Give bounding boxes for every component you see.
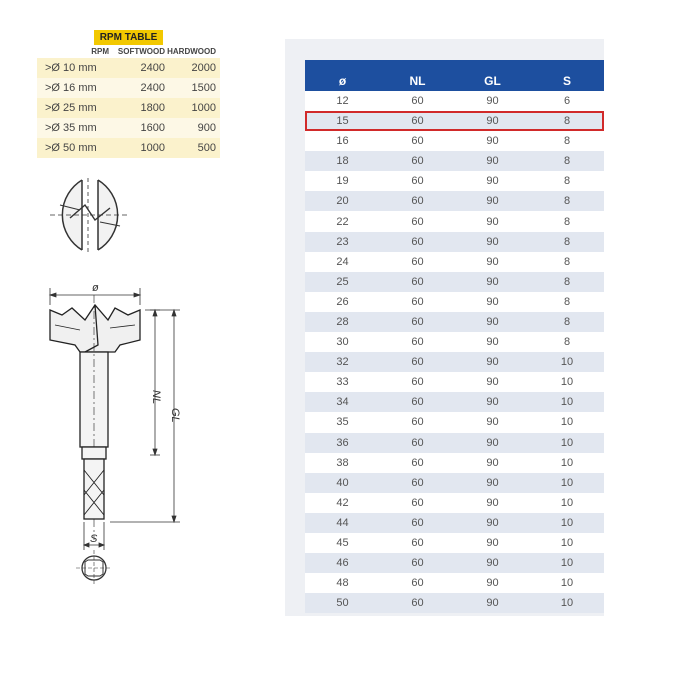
- spec-s-cell: 10: [560, 496, 574, 509]
- bit-top-view: [50, 178, 130, 252]
- spec-diameter-cell: 24: [336, 255, 349, 268]
- spec-gl-cell: 90: [486, 416, 499, 429]
- rpm-hardwood-cell: 1500: [191, 82, 216, 94]
- spec-diameter-cell: 38: [336, 456, 349, 469]
- spec-s-cell: 8: [563, 295, 571, 308]
- rpm-table: [37, 27, 220, 158]
- spec-s-cell: 10: [560, 356, 574, 369]
- spec-nl-cell: 60: [411, 396, 424, 409]
- spec-gl-cell: 90: [486, 255, 499, 268]
- spec-s-cell: 8: [563, 275, 571, 288]
- spec-s-cell: 10: [560, 396, 574, 409]
- spec-gl-cell: 90: [486, 235, 499, 248]
- spec-table-row: [305, 593, 604, 613]
- rpm-size-cell: >Ø 35 mm: [45, 122, 97, 134]
- spec-table-body: [305, 91, 604, 613]
- spec-s-cell: 8: [563, 336, 571, 349]
- spec-nl-cell: 60: [411, 135, 424, 148]
- spec-s-cell: 8: [563, 195, 571, 208]
- rpm-hardwood-cell: 900: [197, 122, 216, 134]
- spec-table-row: [305, 272, 604, 292]
- gl-label: GL: [169, 408, 181, 423]
- spec-table-row: [305, 211, 604, 231]
- spec-table: [305, 60, 604, 613]
- spec-s-cell: 8: [563, 175, 571, 188]
- spec-table-row: [305, 191, 604, 211]
- spec-nl-cell: 60: [411, 115, 424, 128]
- spec-table-row: [305, 573, 604, 593]
- spec-nl-cell: 60: [411, 496, 424, 509]
- spec-header-diameter: ø: [338, 74, 347, 88]
- spec-table-row: [305, 392, 604, 412]
- spec-nl-cell: 60: [411, 295, 424, 308]
- spec-s-cell: 8: [563, 135, 571, 148]
- spec-table-row: [305, 91, 604, 111]
- spec-nl-cell: 60: [411, 537, 424, 550]
- spec-nl-cell: 60: [411, 175, 424, 188]
- rpm-size-cell: >Ø 25 mm: [45, 102, 97, 114]
- spec-table-row: [305, 232, 604, 252]
- spec-nl-cell: 60: [411, 376, 424, 389]
- spec-nl-cell: 60: [411, 476, 424, 489]
- spec-gl-cell: 90: [486, 577, 499, 590]
- spec-diameter-cell: 50: [336, 597, 349, 610]
- spec-nl-cell: 60: [411, 255, 424, 268]
- spec-s-cell: 6: [563, 95, 571, 108]
- spec-nl-cell: 60: [411, 235, 424, 248]
- spec-table-row: [305, 553, 604, 573]
- nl-dimension: [150, 310, 160, 455]
- spec-s-cell: 10: [560, 456, 574, 469]
- spec-s-cell: 10: [560, 436, 574, 449]
- spec-s-cell: 8: [563, 155, 571, 168]
- spec-s-cell: 8: [563, 235, 571, 248]
- spec-nl-cell: 60: [411, 416, 424, 429]
- spec-diameter-cell: 34: [336, 396, 349, 409]
- spec-s-cell: 10: [560, 416, 574, 429]
- diameter-label: ø: [92, 282, 99, 294]
- spec-table-row: [305, 493, 604, 513]
- spec-nl-cell: 60: [411, 215, 424, 228]
- rpm-hardwood-cell: 500: [197, 142, 216, 154]
- spec-nl-cell: 60: [411, 195, 424, 208]
- spec-header-gl: GL: [484, 74, 501, 88]
- spec-gl-cell: 90: [486, 436, 499, 449]
- spec-nl-cell: 60: [411, 597, 424, 610]
- spec-diameter-cell: 15: [336, 115, 349, 128]
- spec-table-row: [305, 312, 604, 332]
- bit-head: [50, 305, 140, 352]
- spec-nl-cell: 60: [411, 336, 424, 349]
- spec-nl-cell: 60: [411, 95, 424, 108]
- spec-table-row: [305, 252, 604, 272]
- spec-table-row: [305, 171, 604, 191]
- rpm-table-row: [37, 138, 220, 158]
- spec-gl-cell: 90: [486, 516, 499, 529]
- spec-table-row: [305, 473, 604, 493]
- rpm-table-row: [37, 78, 220, 98]
- spec-nl-cell: 60: [411, 516, 424, 529]
- rpm-hardwood-cell: 1000: [191, 102, 216, 114]
- spec-gl-cell: 90: [486, 376, 499, 389]
- nl-label: NL: [150, 390, 162, 405]
- spec-s-cell: 10: [560, 516, 574, 529]
- spec-gl-cell: 90: [486, 295, 499, 308]
- rpm-table-row: [37, 98, 220, 118]
- spec-gl-cell: 90: [486, 115, 499, 128]
- rpm-hardwood-cell: 2000: [191, 62, 216, 74]
- spec-gl-cell: 90: [486, 315, 499, 328]
- spec-diameter-cell: 46: [336, 557, 349, 570]
- spec-diameter-cell: 35: [336, 416, 349, 429]
- forstner-bit-drawing: [40, 170, 200, 590]
- rpm-softwood-cell: 1600: [140, 122, 165, 134]
- shank-end-view: [76, 550, 112, 586]
- spec-nl-cell: 60: [411, 356, 424, 369]
- spec-s-cell: 10: [560, 577, 574, 590]
- spec-gl-cell: 90: [486, 95, 499, 108]
- spec-s-cell: 8: [563, 215, 571, 228]
- rpm-size-cell: >Ø 50 mm: [45, 142, 97, 154]
- spec-diameter-cell: 44: [336, 516, 349, 529]
- spec-diameter-cell: 30: [336, 336, 349, 349]
- spec-table-row: [305, 372, 604, 392]
- spec-gl-cell: 90: [486, 275, 499, 288]
- rpm-softwood-cell: 1800: [140, 102, 165, 114]
- spec-diameter-cell: 23: [336, 235, 349, 248]
- spec-s-cell: 8: [563, 255, 571, 268]
- spec-gl-cell: 90: [486, 215, 499, 228]
- spec-s-cell: 10: [560, 597, 574, 610]
- spec-s-cell: 10: [560, 376, 574, 389]
- rpm-header-softwood: SOFTWOOD: [117, 46, 165, 56]
- rpm-header-hardwood: HARDWOOD: [167, 46, 216, 56]
- spec-s-cell: 8: [563, 315, 571, 328]
- rpm-table-title: RPM TABLE: [94, 30, 164, 45]
- spec-gl-cell: 90: [486, 537, 499, 550]
- spec-table-header: [305, 60, 604, 91]
- spec-diameter-cell: 25: [336, 275, 349, 288]
- spec-table-row: [305, 513, 604, 533]
- spec-table-row: [305, 533, 604, 553]
- spec-table-row: [305, 433, 604, 453]
- spec-table-row: [305, 352, 604, 372]
- spec-table-row-highlighted: [305, 111, 604, 131]
- spec-table-row: [305, 412, 604, 432]
- spec-diameter-cell: 48: [336, 577, 349, 590]
- rpm-header-rpm: RPM: [91, 46, 109, 56]
- spec-diameter-cell: 36: [336, 436, 349, 449]
- spec-nl-cell: 60: [411, 155, 424, 168]
- rpm-size-cell: >Ø 16 mm: [45, 82, 97, 94]
- spec-s-cell: 10: [560, 476, 574, 489]
- rpm-softwood-cell: 1000: [140, 142, 165, 154]
- spec-gl-cell: 90: [486, 557, 499, 570]
- spec-diameter-cell: 32: [336, 356, 349, 369]
- spec-diameter-cell: 45: [336, 537, 349, 550]
- spec-diameter-cell: 20: [336, 195, 349, 208]
- spec-nl-cell: 60: [411, 456, 424, 469]
- spec-table-row: [305, 292, 604, 312]
- spec-gl-cell: 90: [486, 135, 499, 148]
- spec-s-cell: 10: [560, 537, 574, 550]
- rpm-size-cell: >Ø 10 mm: [45, 62, 97, 74]
- spec-gl-cell: 90: [486, 496, 499, 509]
- rpm-table-body: [37, 58, 220, 158]
- spec-header-s: S: [562, 74, 571, 88]
- rpm-table-row: [37, 58, 220, 78]
- spec-gl-cell: 90: [486, 396, 499, 409]
- spec-table-row: [305, 131, 604, 151]
- spec-table-row: [305, 151, 604, 171]
- spec-gl-cell: 90: [486, 155, 499, 168]
- spec-nl-cell: 60: [411, 577, 424, 590]
- spec-nl-cell: 60: [411, 557, 424, 570]
- spec-diameter-cell: 40: [336, 476, 349, 489]
- spec-gl-cell: 90: [486, 597, 499, 610]
- spec-nl-cell: 60: [411, 275, 424, 288]
- rpm-table-header: [37, 44, 220, 58]
- spec-gl-cell: 90: [486, 175, 499, 188]
- spec-gl-cell: 90: [486, 356, 499, 369]
- spec-table-row: [305, 453, 604, 473]
- spec-nl-cell: 60: [411, 436, 424, 449]
- spec-diameter-cell: 26: [336, 295, 349, 308]
- spec-diameter-cell: 33: [336, 376, 349, 389]
- spec-gl-cell: 90: [486, 336, 499, 349]
- spec-gl-cell: 90: [486, 195, 499, 208]
- s-label: S: [90, 533, 98, 545]
- spec-gl-cell: 90: [486, 476, 499, 489]
- spec-diameter-cell: 22: [336, 215, 349, 228]
- spec-s-cell: 10: [560, 557, 574, 570]
- spec-table-row: [305, 332, 604, 352]
- spec-diameter-cell: 12: [336, 95, 349, 108]
- spec-nl-cell: 60: [411, 315, 424, 328]
- spec-diameter-cell: 42: [336, 496, 349, 509]
- spec-diameter-cell: 18: [336, 155, 349, 168]
- spec-diameter-cell: 19: [336, 175, 349, 188]
- spec-header-nl: NL: [409, 74, 426, 88]
- rpm-table-row: [37, 118, 220, 138]
- spec-diameter-cell: 16: [336, 135, 349, 148]
- spec-s-cell: 8: [563, 115, 571, 128]
- spec-gl-cell: 90: [486, 456, 499, 469]
- rpm-softwood-cell: 2400: [140, 82, 165, 94]
- rpm-softwood-cell: 2400: [140, 62, 165, 74]
- spec-diameter-cell: 28: [336, 315, 349, 328]
